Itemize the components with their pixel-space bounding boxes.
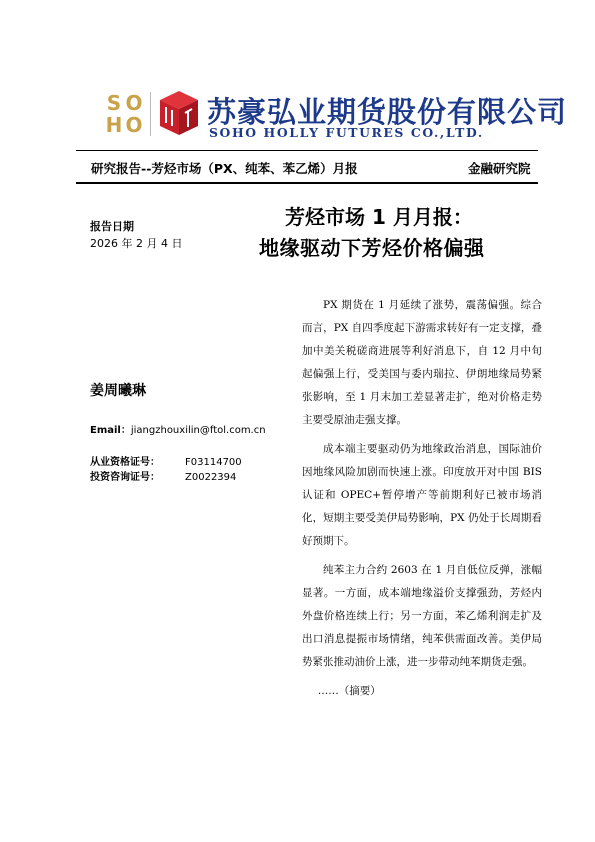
investment-license-label: 投资咨询证号： xyxy=(90,472,160,483)
email-value[interactable]: jiangzhouxilin@ftol.com.cn xyxy=(130,425,266,436)
report-title-line2: 地缘驱动下芳烃价格偏强 xyxy=(259,236,485,260)
email-label: Email： xyxy=(90,425,131,436)
qualification-value: F03114700 xyxy=(185,457,242,468)
company-name-en: SOHO HOLLY FUTURES CO.,LTD. xyxy=(209,125,484,140)
logo-letter-o: O xyxy=(125,91,143,115)
institute-name: 金融研究院 xyxy=(468,161,531,176)
logo-letter-s: S xyxy=(106,91,122,115)
email-row xyxy=(90,421,266,436)
summary-paragraph-1: PX 期货在 1 月延续了涨势，震荡偏强。综合而言，PX 自四季度起下游需求转好有一定支撑，叠加中美关税磋商进展等利好消息下，自 12 月中旬起偏强上行，受美国与委内瑞拉、伊朗地缘局势紧张影响，至 1 月末加工差显著走扩，绝对价格走势主要受原油走强支撑。 xyxy=(302,299,542,426)
summary-paragraph-3: 纯苯主力合约 2603 在 1 月自低位反弹，涨幅显著。一方面，成本端地缘溢价支撑强劲，芳烃内外盘价格连续上行；另一方面，苯乙烯利润走扩及出口消息提振市场情绪，纯苯供需面改善。美伊局势紧张推动油价上涨，进一步带动纯苯期货走强。 xyxy=(302,564,542,668)
logo-divider xyxy=(150,92,151,136)
header-rule-top xyxy=(76,150,538,151)
cube-logo-icon xyxy=(158,89,200,137)
qualification-row xyxy=(90,453,242,468)
qualification-label: 从业资格证号： xyxy=(90,457,160,468)
summary-section xyxy=(302,294,542,709)
report-date-value: 2026 年 2 月 4 日 xyxy=(90,237,183,250)
report-title-line1: 芳烃市场 1 月月报： xyxy=(285,205,473,229)
summary-ending: ……（摘要） xyxy=(317,685,381,697)
logo-letter-h: H xyxy=(105,113,123,137)
investment-license-value: Z0022394 xyxy=(185,472,237,483)
report-date-label: 报告日期 xyxy=(90,220,134,233)
summary-paragraph-2: 成本端主要驱动仍为地缘政治消息，国际油价因地缘风险加剧而快速上涨。印度放开对中国 BIS 认证和 OPEC+暂停增产等前期利好已被市场消化，短期主要受美伊局势影响，PX 仍处于长周期看好预期下。 xyxy=(302,443,542,547)
company-name-cn: 苏豪弘业期货股份有限公司 xyxy=(207,95,568,129)
soho-logo-grid xyxy=(104,92,144,136)
investment-license-row xyxy=(90,468,236,483)
report-type: 研究报告--芳烃市场（PX、纯苯、苯乙烯）月报 xyxy=(91,161,358,176)
logo-letter-o2: O xyxy=(125,113,143,137)
author-name: 姜周曦琳 xyxy=(90,383,146,399)
header-rule-bottom xyxy=(76,182,538,184)
